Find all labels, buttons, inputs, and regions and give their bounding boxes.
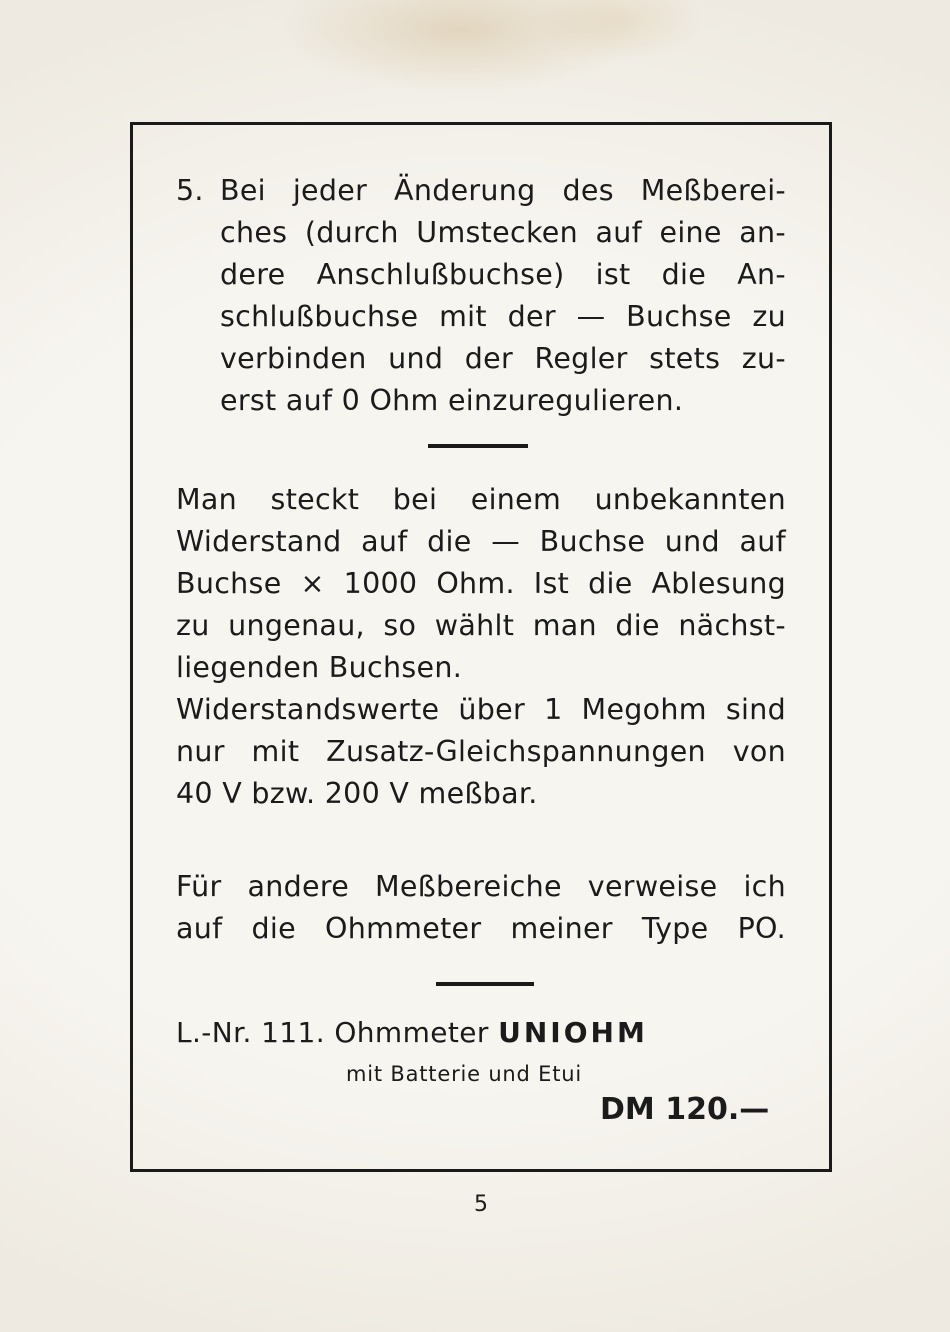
- text-line: Widerstandswerte über 1 Megohm sind: [176, 693, 786, 726]
- text-line: Man steckt bei einem unbekannten: [176, 483, 786, 516]
- text-line: 40 V bzw. 200 V meßbar.: [176, 777, 538, 810]
- unknown-resistance-paragraph: [176, 479, 786, 815]
- section-divider: [428, 444, 528, 448]
- text-line: liegenden Buchsen.: [176, 651, 463, 684]
- product-price: DM 120.—: [600, 1092, 770, 1127]
- section-divider: [436, 982, 534, 986]
- text-line: Buchse × 1000 Ohm. Ist die Ablesung: [176, 567, 786, 600]
- page-number: 5: [474, 1192, 488, 1217]
- text-line: ches (durch Umstecken auf eine an-: [220, 216, 786, 249]
- product-brand: UNIOHM: [498, 1016, 648, 1049]
- item-number: 5.: [176, 174, 204, 207]
- text-line: verbinden und der Regler stets zu-: [220, 342, 786, 375]
- product-line: [176, 1016, 648, 1049]
- text-line: erst auf 0 Ohm einzuregulieren.: [220, 384, 684, 417]
- text-line: Für andere Meßbereiche verweise ich: [176, 870, 786, 903]
- other-ranges-paragraph: [176, 866, 786, 950]
- text-line: dere Anschlußbuchse) ist die An-: [220, 258, 786, 291]
- product-subtitle: mit Batterie und Etui: [346, 1062, 582, 1086]
- text-line: Bei jeder Änderung des Meßberei-: [220, 174, 786, 207]
- text-line: schlußbuchse mit der — Buchse zu: [220, 300, 786, 333]
- text-line: nur mit Zusatz-Gleichspannungen von: [176, 735, 786, 768]
- item-5-body: [220, 170, 786, 422]
- text-line: Widerstand auf die — Buchse und auf: [176, 525, 786, 558]
- product-prefix: L.-Nr. 111. Ohmmeter: [176, 1016, 499, 1049]
- text-line: auf die Ohmmeter meiner Type PO.: [176, 912, 786, 945]
- text-line: zu ungenau, so wählt man die nächst-: [176, 609, 786, 642]
